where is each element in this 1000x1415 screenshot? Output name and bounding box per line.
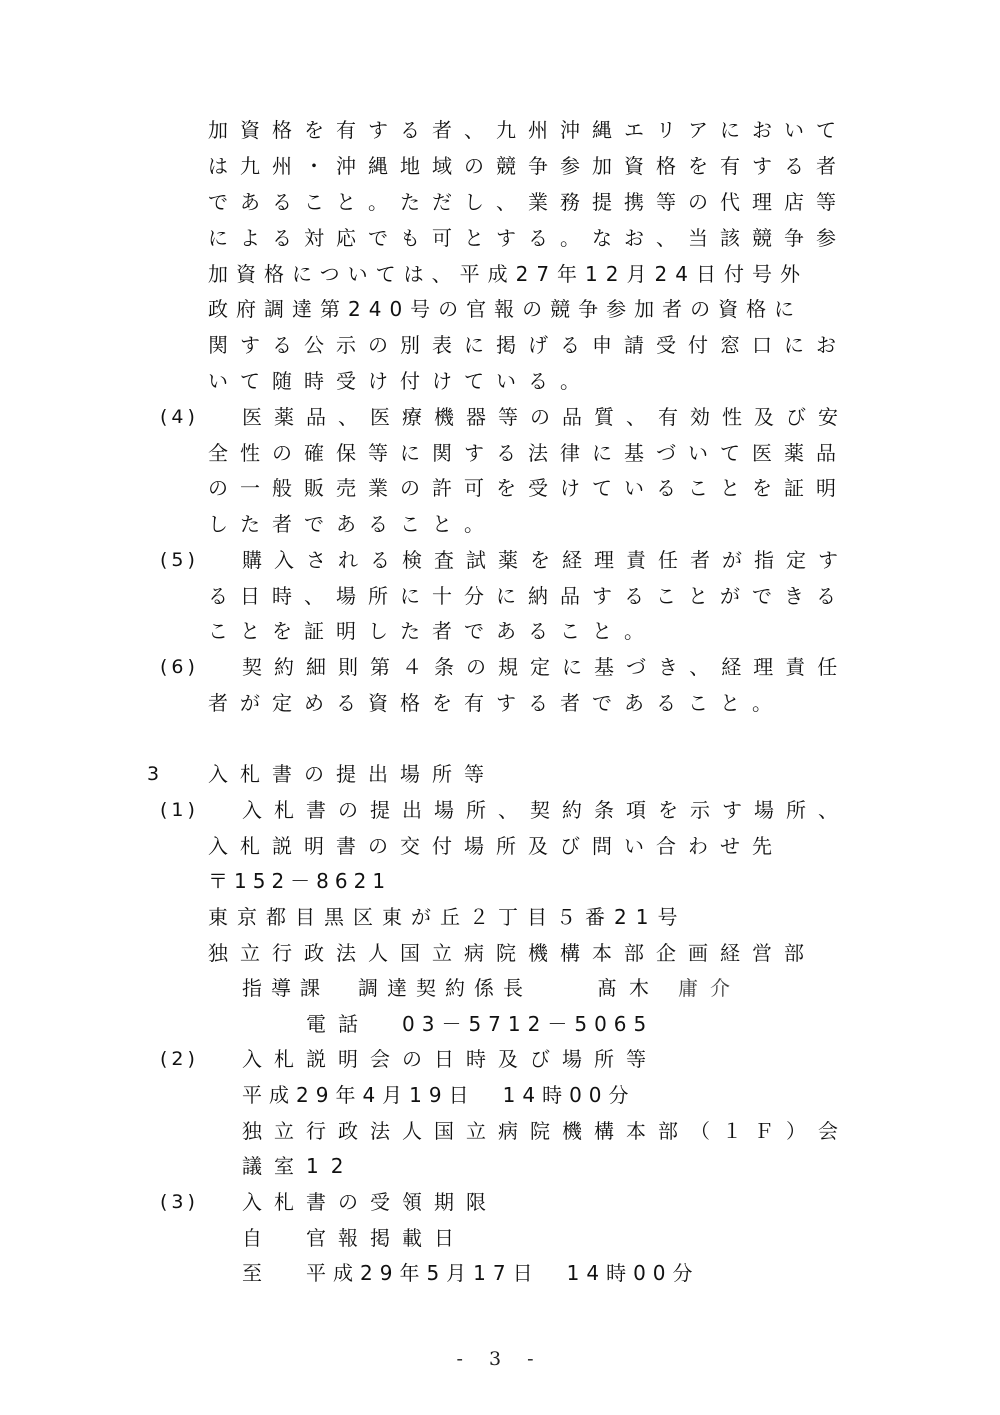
text-line: した者であること。 — [208, 512, 496, 536]
session-place: 独立行政法人国立病院機構本部（１Ｆ）会 — [242, 1119, 850, 1143]
phone-label: 電話 — [306, 1012, 370, 1036]
page-number: - 3 - — [456, 1348, 544, 1370]
to-label: 至 — [242, 1261, 274, 1285]
text-line: による対応でも可とする。なお、当該競争参 — [208, 226, 848, 250]
postal-code: 〒152－8621 — [208, 869, 392, 893]
from-label: 自 — [242, 1226, 274, 1250]
text-line: であること。ただし、業務提携等の代理店等 — [208, 190, 848, 214]
text-line: 加資格を有する者、九州沖縄エリアにおいて — [208, 118, 848, 142]
item-number: (3) — [160, 1191, 199, 1213]
text-line: ことを証明した者であること。 — [208, 619, 656, 643]
session-datetime: 平成29年4月19日 14時00分 — [242, 1083, 636, 1107]
text-line: 入札説明会の日時及び場所等 — [242, 1047, 658, 1071]
text-line: 入札書の受領期限 — [242, 1190, 498, 1214]
session-place: 議室12 — [242, 1154, 356, 1178]
section-title: 入札書の提出場所等 — [208, 762, 496, 786]
contact-given-name: 庸介 — [678, 976, 742, 1000]
text-line: は九州・沖縄地域の競争参加資格を有する者 — [208, 154, 848, 178]
to-value: 平成29年5月17日 14時00分 — [306, 1261, 700, 1285]
item-number: (4) — [160, 406, 199, 428]
organization: 独立行政法人国立病院機構本部企画経営部 — [208, 941, 816, 965]
text-line: 購入される検査試薬を経理責任者が指定す — [242, 548, 850, 572]
item-number: (2) — [160, 1048, 199, 1070]
department: 指導課 調達契約係長 — [242, 976, 532, 1000]
text-line: 関する公示の別表に掲げる申請受付窓口にお — [208, 333, 848, 357]
item-number: (5) — [160, 549, 199, 571]
item-number: (1) — [160, 799, 199, 821]
text-line: 者が定める資格を有する者であること。 — [208, 691, 784, 715]
from-value: 官報掲載日 — [306, 1226, 466, 1250]
text-line: 契約細則第４条の規定に基づき、経理責任 — [242, 655, 850, 679]
text-line: 入札書の提出場所、契約条項を示す場所、 — [242, 798, 850, 822]
text-line: 全性の確保等に関する法律に基づいて医薬品 — [208, 441, 848, 465]
item-number: (6) — [160, 656, 199, 678]
text-line: 加資格については、平成27年12月24日付号外 — [208, 262, 808, 286]
text-line: の一般販売業の許可を受けていることを証明 — [208, 476, 848, 500]
text-line: 入札説明書の交付場所及び問い合わせ先 — [208, 834, 784, 858]
text-line: る日時、場所に十分に納品することができる — [208, 584, 848, 608]
contact-surname: 髙木 — [597, 976, 661, 1000]
text-line: 医薬品、医療機器等の品質、有効性及び安 — [242, 405, 850, 429]
section-number: 3 — [147, 763, 164, 785]
phone-number: 03－5712－5065 — [402, 1012, 654, 1036]
text-line: 政府調達第240号の官報の競争参加者の資格に — [208, 297, 803, 321]
address: 東京都目黒区東が丘２丁目５番21号 — [208, 905, 687, 929]
text-line: いて随時受け付けている。 — [208, 369, 592, 393]
